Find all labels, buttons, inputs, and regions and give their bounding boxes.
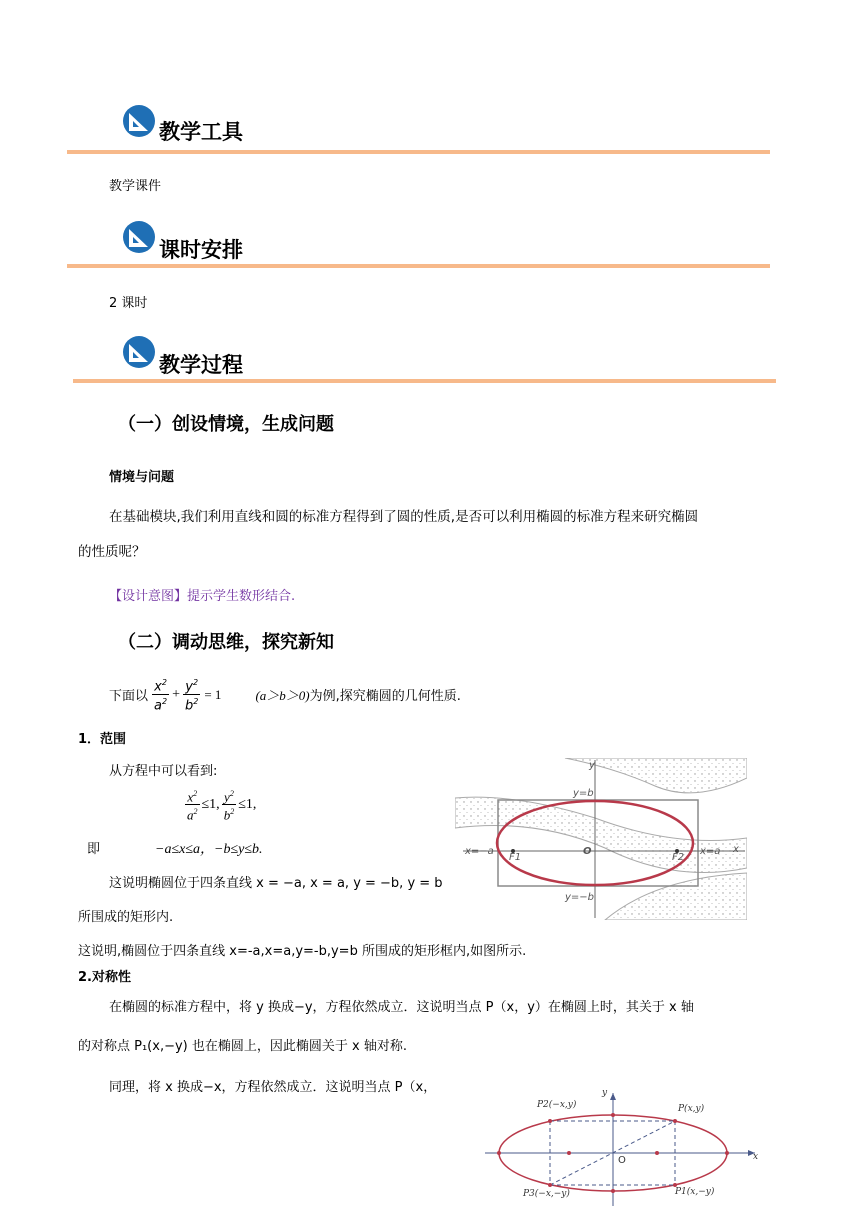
section-title-process: 教学过程 <box>159 353 243 377</box>
item1-line3: 这说明椭圆位于四条直线 x = −a, x = a, y = −b, y = b <box>109 876 443 891</box>
ineq-2: ≤1, <box>238 796 257 812</box>
part1-paragraph-line1: 在基础模块,我们利用直线和圆的标准方程得到了圆的性质,是否可以利用椭圆的标准方程来研究椭圆 <box>109 509 699 525</box>
fig1-label-x-axis: x <box>733 844 739 855</box>
item2-line2: 的对称点 P₁(x,−y) 也在椭圆上，因此椭圆关于 x 轴对称. <box>78 1039 407 1054</box>
fig2-label-p3: P3(−x,−y) <box>523 1189 570 1199</box>
part2-heading: （二）调动思维，探究新知 <box>118 632 334 653</box>
intro-condition: (a＞b＞0) <box>255 688 310 704</box>
item1-line5: 这说明,椭圆位于四条直线 x=-a,x=a,y=-b,y=b 所围成的矩形框内,如图所示. <box>78 944 527 959</box>
set-square-icon <box>122 220 156 254</box>
plus-sign: + <box>172 686 180 702</box>
design-intent-tag: 【设计意图】 <box>109 589 188 604</box>
fig1-label-x-eq-neg-a: x=−a <box>465 846 494 857</box>
intro-suffix: 为例,探究椭圆的几何性质. <box>309 689 461 705</box>
intro-prefix: 下面以 <box>109 689 149 705</box>
item2-title: 2.对称性 <box>78 970 131 985</box>
part1-subheading: 情境与问题 <box>109 470 175 485</box>
fig1-label-y-axis: y <box>589 760 595 771</box>
intro-line <box>109 676 461 714</box>
part1-paragraph-line2: 的性质呢？ <box>78 544 146 560</box>
item1-title: 1．范围 <box>78 732 127 747</box>
part1-heading: （一）创设情境，生成问题 <box>118 414 334 435</box>
fig2-label-p: P(x,y) <box>678 1104 705 1114</box>
item2-line3: 同理，将 x 换成−x，方程依然成立．这说明当点 P（x， <box>109 1080 437 1095</box>
fig1-label-y-eq-b: y=b <box>573 788 594 799</box>
range-inequalities <box>185 787 256 823</box>
fig2-label-y-axis: y <box>602 1088 608 1098</box>
equation-rhs: = 1 <box>204 686 222 702</box>
fig1-label-x-eq-a: x=a <box>700 846 721 857</box>
design-intent-text: 提示学生数形结合. <box>187 589 296 604</box>
item1-ji: 即 <box>87 842 101 857</box>
fig1-label-f2: F2 <box>672 852 685 863</box>
fig2-label-p2: P2(−x,y) <box>537 1100 577 1110</box>
set-square-icon <box>122 335 156 369</box>
item1-line1: 从方程中可以看到: <box>109 764 218 779</box>
fraction-y2-b2: $\frac{y^2}{b^2}$ <box>184 678 199 714</box>
item2-line1: 在椭圆的标准方程中，将 y 换成−y，方程依然成立．这说明当点 P（x，y）在椭圆上时，其关于 x 轴 <box>109 1000 694 1015</box>
fig1-label-y-eq-neg-b: y=−b <box>565 892 595 903</box>
schedule-content: 2 课时 <box>109 296 148 311</box>
item1-line4: 所围成的矩形内. <box>78 910 174 925</box>
ellipse-range-figure <box>455 758 747 920</box>
fraction-x2-a2: $\frac{x^2}{a^2}$ <box>154 678 168 714</box>
section-divider <box>67 264 770 268</box>
fig2-label-x-axis: x <box>753 1152 759 1162</box>
tools-content: 教学课件 <box>109 179 162 194</box>
ellipse-symmetry-figure <box>485 1088 765 1208</box>
item1-range: −a≤x≤a，−b≤y≤b. <box>155 842 263 857</box>
fig2-label-p1: P1(x,−y) <box>675 1187 715 1197</box>
set-square-icon <box>122 104 156 138</box>
fig2-label-origin: O <box>618 1155 626 1166</box>
section-title-schedule: 课时安排 <box>159 238 243 262</box>
fraction-x2-a2: $\frac{x^2}{a^2}$ <box>187 789 198 823</box>
section-title-tools: 教学工具 <box>159 120 243 144</box>
fig1-label-origin: O <box>583 846 592 857</box>
section-divider <box>67 150 770 154</box>
design-intent <box>109 585 295 604</box>
ineq-1: ≤1, <box>201 796 220 812</box>
fig1-label-f1: F1 <box>509 852 522 863</box>
section-divider <box>73 379 776 383</box>
fraction-y2-b2: $\frac{y^2}{b^2}$ <box>223 789 235 823</box>
